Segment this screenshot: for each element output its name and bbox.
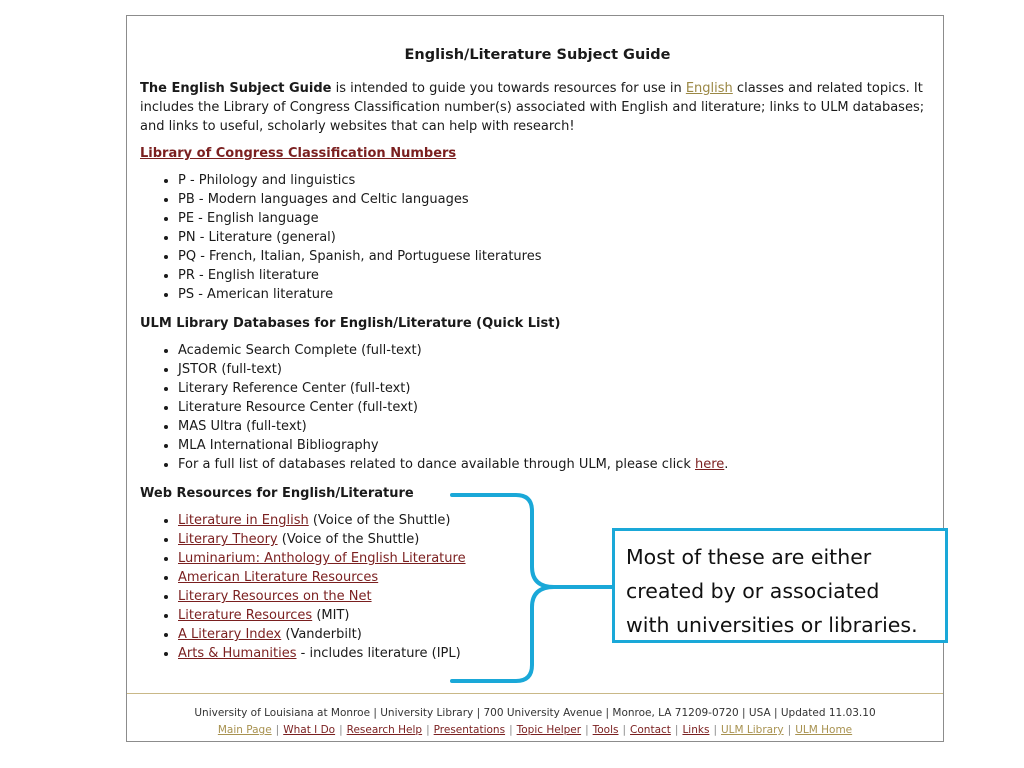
page-footer xyxy=(127,693,943,739)
list-item: • JSTOR (full-text) xyxy=(178,360,935,379)
footer-separator: | xyxy=(426,724,430,736)
footer-link-topic-helper[interactable]: Topic Helper xyxy=(516,724,582,736)
curly-brace-annotation xyxy=(446,489,616,689)
callout-line: Most of these are either xyxy=(626,545,872,569)
footer-separator: | xyxy=(622,724,627,736)
list-item: • PN - Literature (general) xyxy=(178,228,935,247)
here-link[interactable]: here xyxy=(695,457,725,472)
web-heading: Web Resources for English/Literature xyxy=(140,486,414,501)
resource-note: (Voice of the Shuttle) xyxy=(277,532,420,547)
loc-heading xyxy=(140,144,935,163)
intro-lead: The English Subject Guide xyxy=(140,81,332,96)
loc-heading-link[interactable]: Library of Congress Classification Numbers xyxy=(140,146,457,161)
footer-link-contact[interactable]: Contact xyxy=(630,724,671,736)
english-link[interactable]: English xyxy=(685,81,733,96)
full-list-end: . xyxy=(724,457,729,472)
footer-link-ulm-library[interactable]: ULM Library xyxy=(720,724,784,736)
page-title: English/Literature Subject Guide xyxy=(404,47,671,63)
resource-link[interactable]: American Literature Resources xyxy=(178,570,379,585)
footer-separator: | xyxy=(585,724,589,736)
list-item: • PE - English language xyxy=(178,209,935,228)
footer-separator: | xyxy=(713,724,717,736)
footer-link-ulm-home[interactable]: ULM Home xyxy=(795,724,853,736)
callout-line: created by or associated xyxy=(626,579,880,603)
footer-separator: | xyxy=(275,724,280,736)
list-item: • MAS Ultra (full-text) xyxy=(178,417,935,436)
footer-links xyxy=(127,722,943,739)
footer-separator: | xyxy=(509,724,513,736)
footer-link-main-page[interactable]: Main Page xyxy=(217,724,272,736)
list-item xyxy=(178,455,935,474)
intro-text-1: is intended to guide you towards resources for use in xyxy=(331,81,686,96)
databases-list xyxy=(140,341,935,474)
resource-note: (Voice of the Shuttle) xyxy=(308,513,451,528)
databases-heading: ULM Library Databases for English/Literature (Quick List) xyxy=(140,316,561,331)
resource-link[interactable]: Literary Resources on the Net xyxy=(178,589,372,604)
list-item: • PS - American literature xyxy=(178,285,935,304)
intro-paragraph xyxy=(140,79,935,136)
list-item: • PQ - French, Italian, Spanish, and Portuguese literatures xyxy=(178,247,935,266)
loc-list xyxy=(140,171,935,304)
footer-separator: | xyxy=(674,724,679,736)
callout-line: with universities or libraries. xyxy=(626,613,918,637)
list-item: • Academic Search Complete (full-text) xyxy=(178,341,935,360)
footer-link-presentations[interactable]: Presentations xyxy=(433,724,506,736)
footer-separator: | xyxy=(339,724,343,736)
list-item: • Literary Reference Center (full-text) xyxy=(178,379,935,398)
list-item: • Literature Resource Center (full-text) xyxy=(178,398,935,417)
callout-box xyxy=(612,528,948,643)
footer-link-research-help[interactable]: Research Help xyxy=(346,724,423,736)
list-item: • MLA International Bibliography xyxy=(178,436,935,455)
list-item: • PB - Modern languages and Celtic languages xyxy=(178,190,935,209)
full-list-text: For a full list of databases related to dance available through ULM, please click xyxy=(178,457,695,472)
resource-link[interactable]: Literature Resources xyxy=(178,608,313,623)
resource-note: - includes literature (IPL) xyxy=(296,646,461,661)
resource-link[interactable]: A Literary Index xyxy=(178,627,282,642)
footer-link-what-i-do[interactable]: What I Do xyxy=(283,724,336,736)
resource-link[interactable]: Arts & Humanities xyxy=(178,646,297,661)
resource-note: (MIT) xyxy=(312,608,350,623)
footer-link-tools[interactable]: Tools xyxy=(592,724,619,736)
resource-note: (Vanderbilt) xyxy=(281,627,362,642)
list-item: • P - Philology and linguistics xyxy=(178,171,935,190)
footer-link-links[interactable]: Links xyxy=(682,724,710,736)
resource-link[interactable]: Luminarium: Anthology of English Literature xyxy=(178,551,466,566)
resource-link[interactable]: Literature in English xyxy=(178,513,309,528)
resource-link[interactable]: Literary Theory xyxy=(178,532,278,547)
intro-text-2: classes and related topics. It includes the Library of Congress Classification number(s) associated with English and literature; links to ULM databases; and links to useful, scholarly websites that can help with research! xyxy=(140,81,925,134)
list-item: • PR - English literature xyxy=(178,266,935,285)
footer-address: University of Louisiana at Monroe | University Library | 700 University Avenue | Monroe, LA 71209-0720 | USA | Updated 11.03.10 xyxy=(194,707,876,719)
footer-separator: | xyxy=(787,724,792,736)
